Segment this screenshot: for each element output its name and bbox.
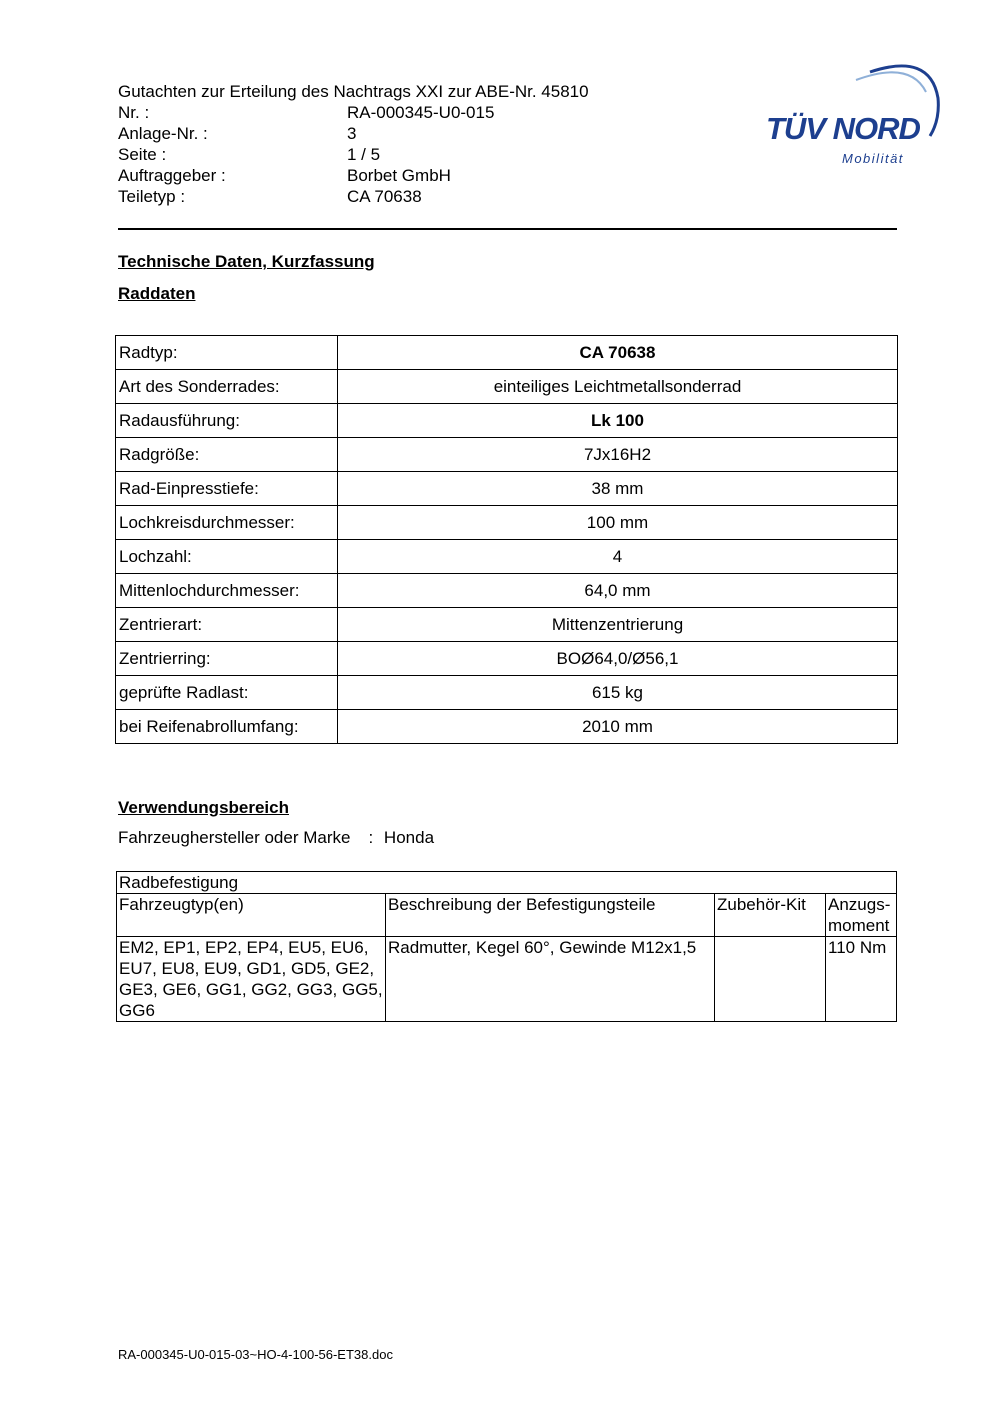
table-header-row	[117, 894, 897, 937]
header-value: Borbet GmbH	[347, 166, 451, 185]
row-label: Radtyp:	[116, 336, 338, 370]
row-label: Art des Sonderrades:	[116, 370, 338, 404]
row-value: 100 mm	[338, 506, 898, 540]
header-value: 1 / 5	[347, 145, 381, 164]
row-value: einteiliges Leichtmetallsonderrad	[338, 370, 898, 404]
row-label: Zentrierart:	[116, 608, 338, 642]
column-header: Fahrzeugtyp(en)	[117, 894, 386, 937]
vehicle-types-cell: EM2, EP1, EP2, EP4, EU5, EU6, EU7, EU8, EU9, GD1, GD5, GE2, GE3, GE6, GG1, GG2, GG3, GG5, GG6	[117, 937, 386, 1022]
row-label: Radausführung:	[116, 404, 338, 438]
header-row-anlage	[118, 123, 638, 144]
table-row	[116, 404, 898, 438]
raddaten-table	[115, 335, 898, 744]
table-row	[116, 710, 898, 744]
row-value: 7Jx16H2	[338, 438, 898, 472]
row-value: 2010 mm	[338, 710, 898, 744]
header-label: Auftraggeber :	[118, 166, 226, 185]
header-row-teiletyp	[118, 186, 638, 207]
table-caption-row	[117, 872, 897, 894]
row-value: 615 kg	[338, 676, 898, 710]
torque-cell: 110 Nm	[826, 937, 897, 1022]
table-row	[116, 438, 898, 472]
row-label: Lochzahl:	[116, 540, 338, 574]
row-value: Lk 100	[338, 404, 898, 438]
row-value: 38 mm	[338, 472, 898, 506]
header-label: Seite :	[118, 145, 167, 164]
section-title-raddaten: Raddaten	[118, 284, 196, 303]
header-value: RA-000345-U0-015	[347, 103, 495, 122]
table-row	[116, 370, 898, 404]
table-row	[117, 937, 897, 1022]
header-label: Anlage-Nr. :	[118, 124, 208, 143]
header-divider	[118, 228, 897, 230]
logo-wordmark: TÜV NORD	[766, 111, 920, 146]
header-row-seite	[118, 144, 638, 165]
logo-subtitle: Mobilität	[842, 151, 904, 166]
make-value: Honda	[383, 828, 435, 847]
header-row-auftraggeber	[118, 165, 638, 186]
description-cell: Radmutter, Kegel 60°, Gewinde M12x1,5	[386, 937, 715, 1022]
column-header: Zubehör-Kit	[715, 894, 826, 937]
table-row	[116, 472, 898, 506]
row-label: Zentrierring:	[116, 642, 338, 676]
row-label: Radgröße:	[116, 438, 338, 472]
header-label: Nr. :	[118, 103, 150, 122]
row-value: BOØ64,0/Ø56,1	[338, 642, 898, 676]
vehicle-make	[118, 828, 434, 848]
row-value: 64,0 mm	[338, 574, 898, 608]
table-row	[116, 676, 898, 710]
section-title-verwendung: Verwendungsbereich	[118, 798, 289, 817]
table-row	[116, 574, 898, 608]
row-label: bei Reifenabrollumfang:	[116, 710, 338, 744]
make-separator: :	[368, 828, 374, 847]
row-label: geprüfte Radlast:	[116, 676, 338, 710]
row-label: Lochkreisdurchmesser:	[116, 506, 338, 540]
document-header	[118, 81, 638, 207]
befestigung-table	[116, 871, 897, 1022]
tuv-nord-logo	[760, 58, 950, 178]
make-label: Fahrzeughersteller oder Marke	[118, 828, 351, 847]
column-header: Anzugs-moment	[826, 894, 897, 937]
row-value: CA 70638	[338, 336, 898, 370]
header-row-nr	[118, 102, 638, 123]
row-value: Mittenzentrierung	[338, 608, 898, 642]
section-title-tech: Technische Daten, Kurzfassung	[118, 252, 375, 271]
header-label: Teiletyp :	[118, 187, 186, 206]
row-value: 4	[338, 540, 898, 574]
table-row	[116, 540, 898, 574]
table-row	[116, 506, 898, 540]
footer-filename: RA-000345-U0-015-03~HO-4-100-56-ET38.doc	[118, 1347, 393, 1362]
kit-cell	[715, 937, 826, 1022]
row-label: Mittenlochdurchmesser:	[116, 574, 338, 608]
table-row	[116, 336, 898, 370]
row-label: Rad-Einpresstiefe:	[116, 472, 338, 506]
table-caption: Radbefestigung	[117, 872, 897, 894]
header-value: CA 70638	[347, 187, 422, 206]
header-value: 3	[347, 124, 357, 143]
table-row	[116, 642, 898, 676]
table-row	[116, 608, 898, 642]
column-header: Beschreibung der Befestigungsteile	[386, 894, 715, 937]
document-title: Gutachten zur Erteilung des Nachtrags XXI zur ABE-Nr. 45810	[118, 82, 589, 101]
